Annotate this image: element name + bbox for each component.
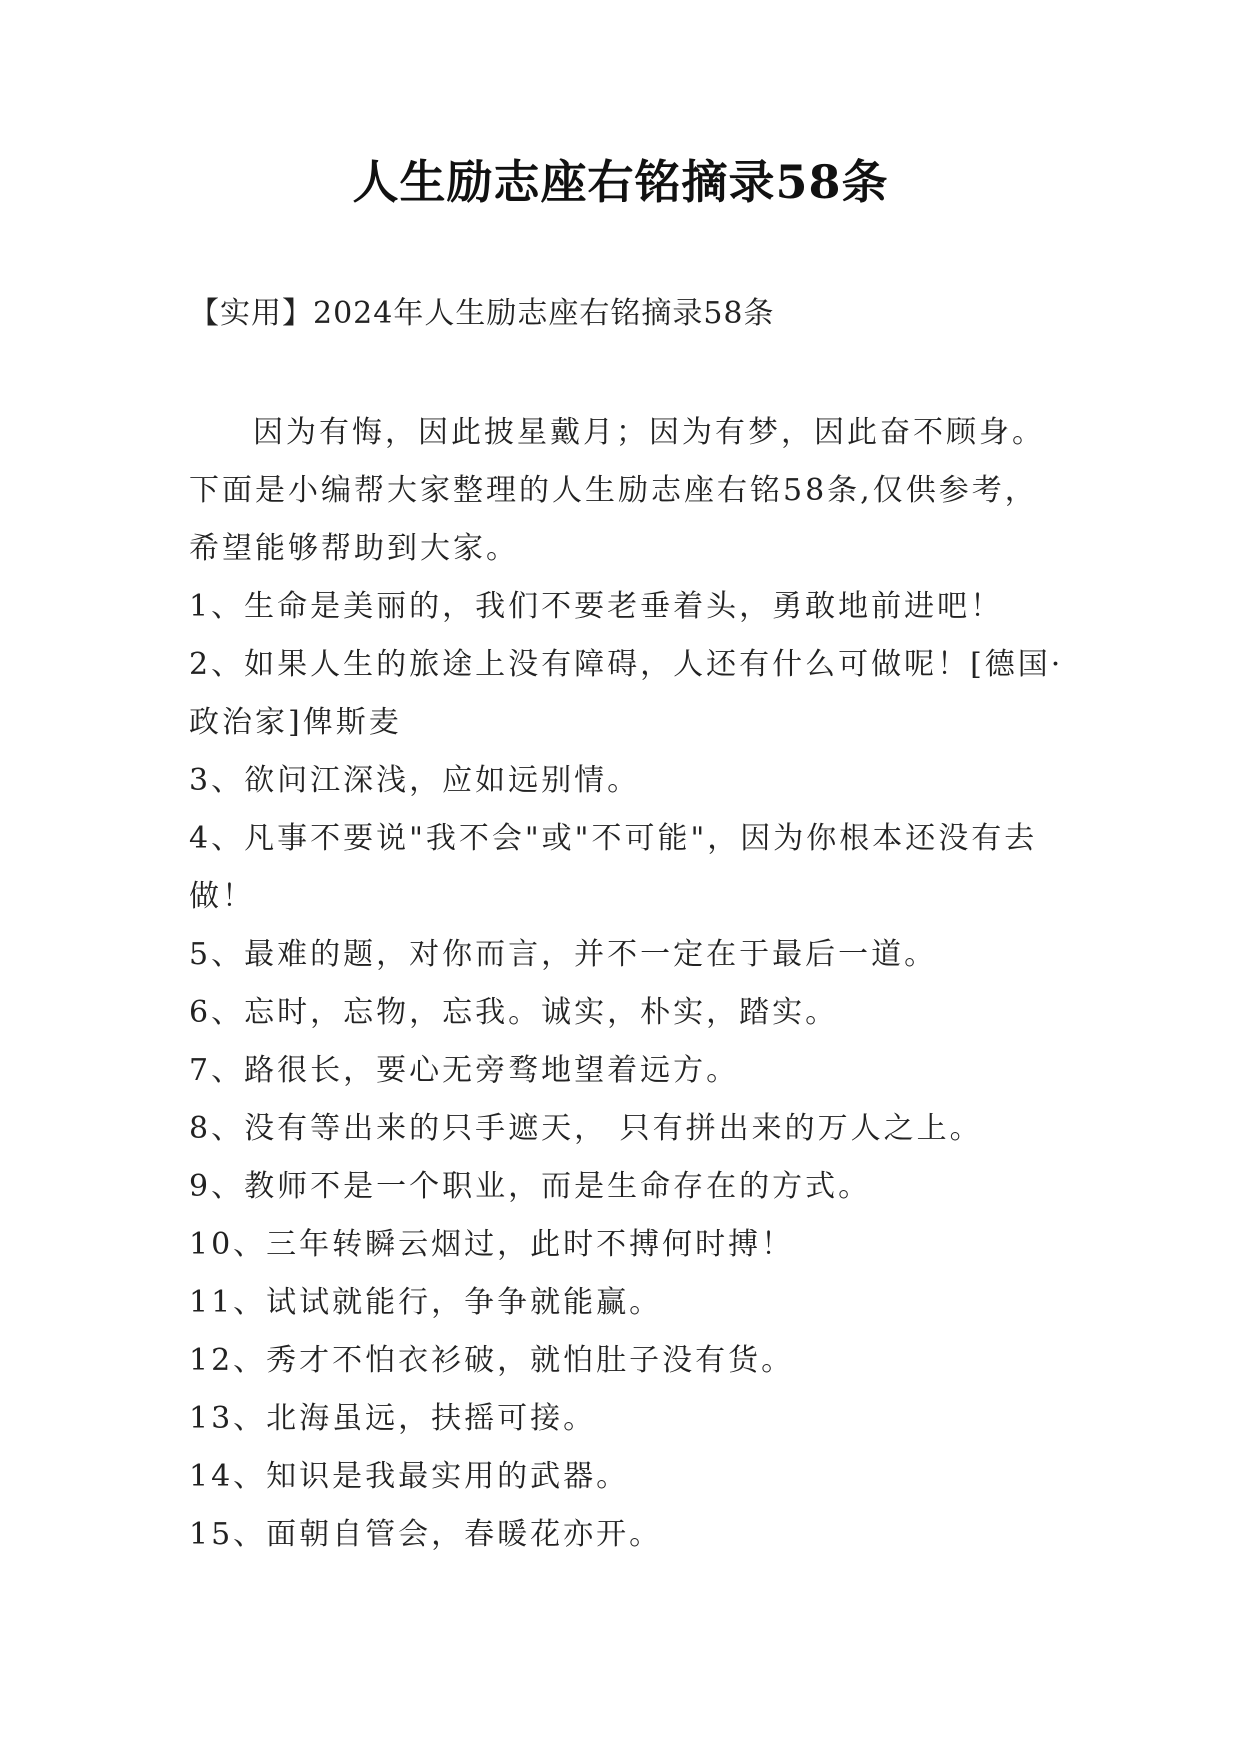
motto-item: 6、忘时，忘物，忘我。诚实，朴实，踏实。 xyxy=(189,995,839,1030)
motto-item: 7、路很长，要心无旁骛地望着远方。 xyxy=(189,1053,740,1088)
motto-item: 10、三年转瞬云烟过，此时不搏何时搏！ xyxy=(189,1227,795,1262)
motto-list xyxy=(189,578,1069,1564)
motto-item: 13、北海虽远，扶摇可接。 xyxy=(189,1401,597,1436)
motto-item: 15、面朝自管会，春暖花亦开。 xyxy=(189,1517,663,1552)
document-body xyxy=(189,404,1069,1564)
motto-item: 1、生命是美丽的，我们不要老垂着头，勇敢地前进吧！ xyxy=(189,589,1004,624)
motto-item: 14、知识是我最实用的武器。 xyxy=(189,1459,630,1494)
document-subtitle: 【实用】2024年人生励志座右铭摘录58条 xyxy=(189,296,775,331)
motto-item: 5、最难的题，对你而言，并不一定在于最后一道。 xyxy=(189,937,938,972)
motto-item: 2、如果人生的旅途上没有障碍，人还有什么可做呢！[德国·政治家]俾斯麦 xyxy=(189,647,1064,740)
motto-item: 3、欲问江深浅，应如远别情。 xyxy=(189,763,641,798)
motto-item: 9、教师不是一个职业，而是生命存在的方式。 xyxy=(189,1169,872,1204)
intro-paragraph: 因为有悔，因此披星戴月；因为有梦，因此奋不顾身。下面是小编帮大家整理的人生励志座右铭58条,仅供参考，希望能够帮助到大家。 xyxy=(189,415,1045,566)
motto-item: 8、没有等出来的只手遮天， 只有拼出来的万人之上。 xyxy=(189,1111,983,1146)
document-title: 人生励志座右铭摘录58条 xyxy=(352,155,889,209)
motto-item: 11、试试就能行，争争就能赢。 xyxy=(189,1285,663,1320)
motto-item: 12、秀才不怕衣衫破，就怕肚子没有货。 xyxy=(189,1343,795,1378)
motto-item: 4、凡事不要说"我不会"或"不可能"，因为你根本还没有去做！ xyxy=(189,821,1038,914)
